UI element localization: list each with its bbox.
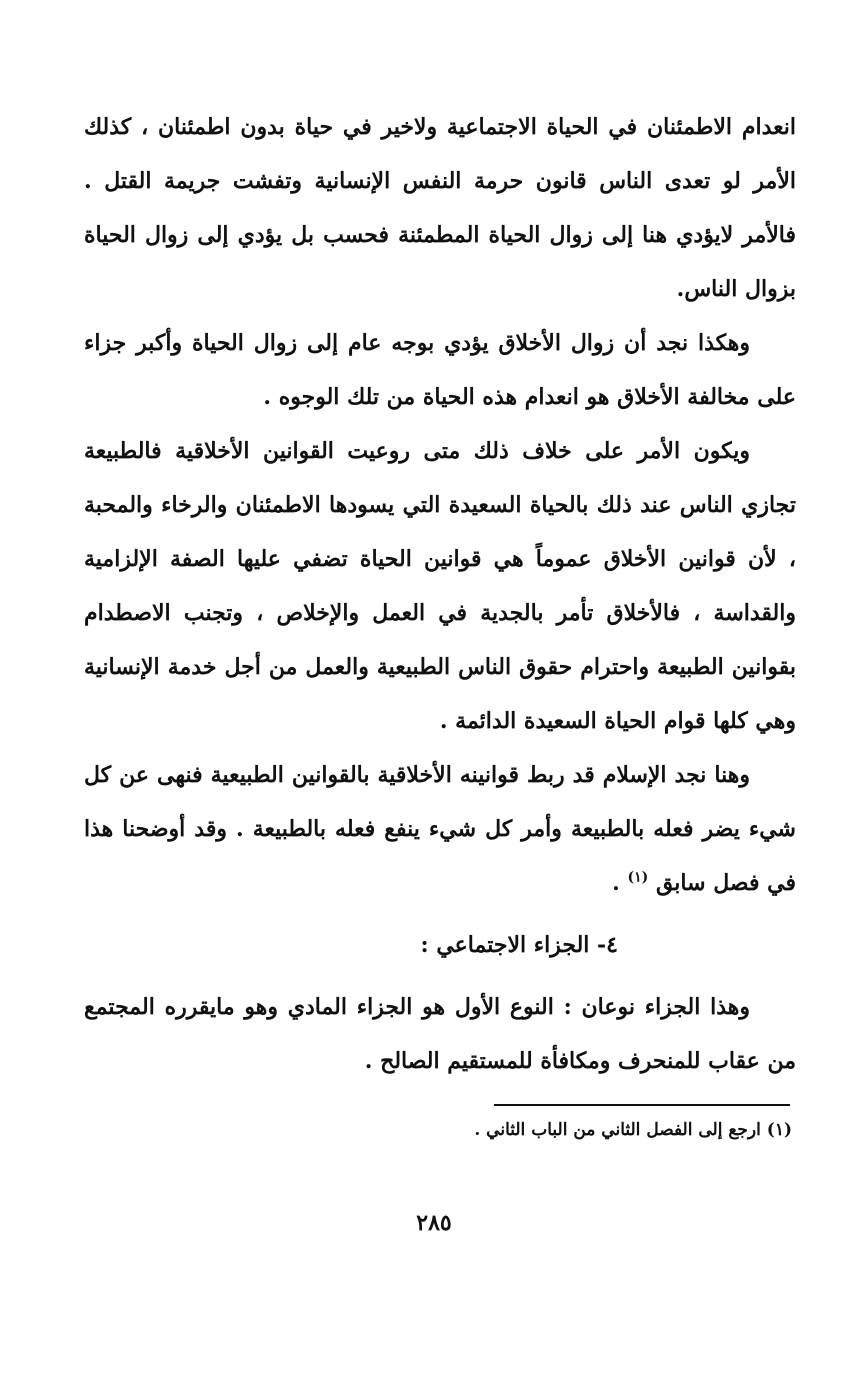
page-number: ٢٨٥ [416, 1210, 452, 1236]
paragraph-1: انعدام الاطمئنان في الحياة الاجتماعية ولاخير في حياة بدون اطمئنان ، كذلك الأمر لو تعدى الناس قانون حرمة النفس الإنسانية وتفشت جريمة القتل . فالأمر لايؤدي هنا إلى زوال الحياة المطمئنة فحسب بل يؤدي إلى زوال الحياة بزوال الناس. [84, 114, 797, 302]
paragraph-4 [84, 748, 796, 910]
paragraph-3: ويكون الأمر على خلاف ذلك متى روعيت القوانين الأخلاقية فالطبيعة تجازي الناس عند ذلك بالحياة السعيدة التي يسودها الاطمئنان والرخاء والمحبة ، لأن قوانين الأخلاق عموماً هي قوانين الحياة تضفي عليها الصفة الإلزامية والقداسة ، فالأخلاق تأمر بالجدية في العمل والإخلاص ، وتجنب الاصطدام بقوانين الطبيعة واحترام حقوق الناس الطبيعية والعمل من أجل خدمة الإنسانية وهي كلها قوام الحياة السعيدة الدائمة . [84, 438, 796, 734]
body-text-top [84, 100, 796, 910]
paragraph-2: وهكذا نجد أن زوال الأخلاق يؤدي بوجه عام إلى زوال الحياة وأكبر جزاء على مخالفة الأخلاق هو انعدام هذه الحياة من تلك الوجوه . [84, 330, 796, 410]
footnote: (١) ارجع إلى الفصل الثاني من الباب الثاني . [474, 1120, 792, 1140]
footnote-reference: (١) [627, 869, 649, 886]
paragraph-5: وهذا الجزاء نوعان : النوع الأول هو الجزاء المادي وهو مايقرره المجتمع من عقاب للمنحرف ومكافأة للمستقيم الصالح . [84, 994, 796, 1074]
paragraph-4-end: . [612, 870, 628, 896]
section-heading: ٤- الجزاء الاجتماعي : [420, 932, 618, 958]
paragraph-4-text: وهنا نجد الإسلام قد ربط قوانينه الأخلاقية بالقوانين الطبيعية فنهى عن كل شيء يضر فعله بالطبيعة وأمر كل شيء ينفع فعله بالطبيعة . وقد أوضحنا هذا في فصل سابق [84, 762, 796, 896]
footnote-divider [494, 1104, 790, 1106]
body-text-bottom [84, 980, 796, 1088]
